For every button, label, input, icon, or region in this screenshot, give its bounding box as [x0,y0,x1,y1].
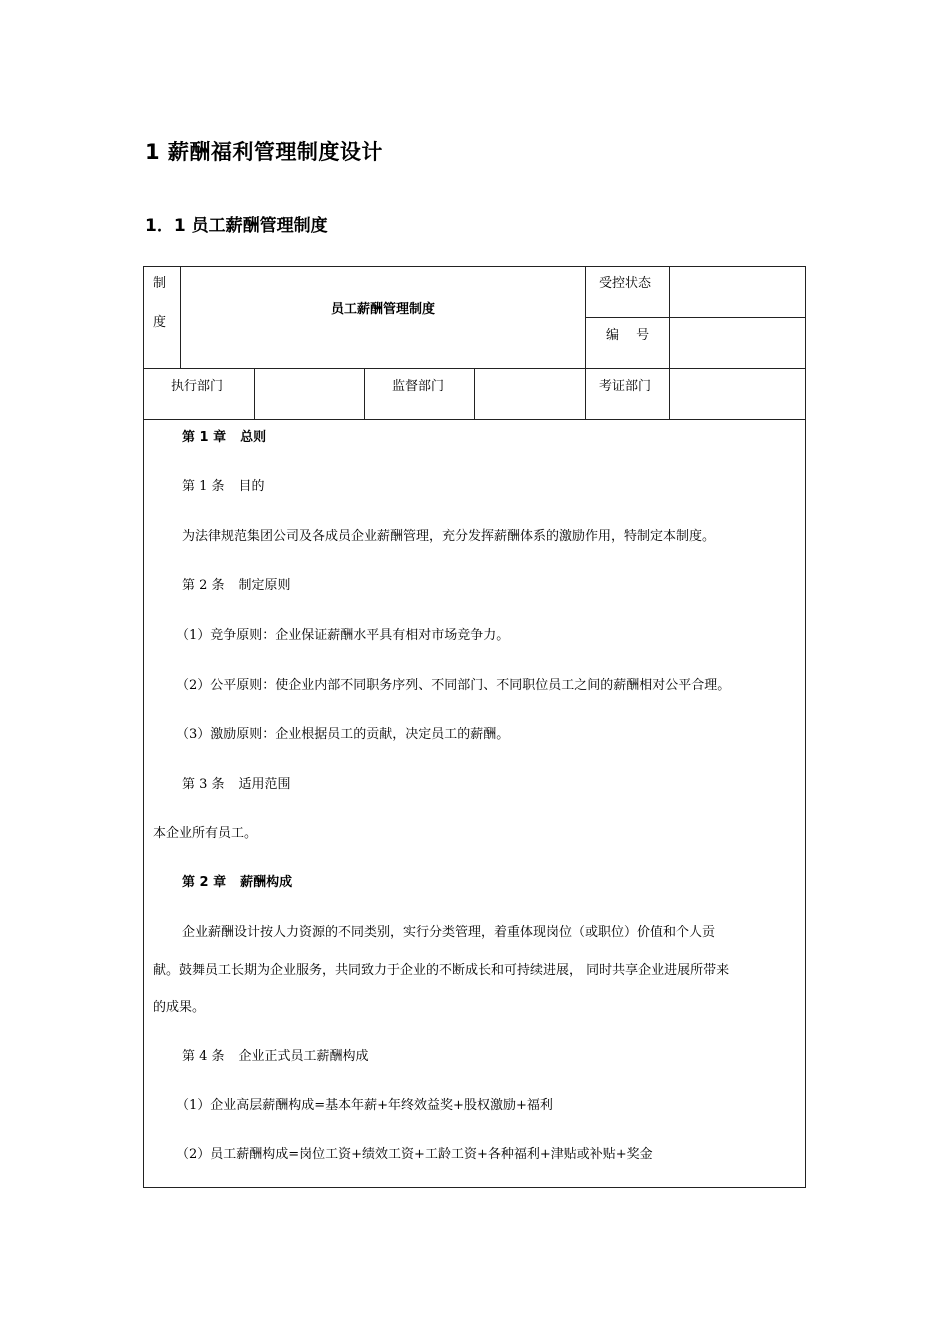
number-label: 编 号 [606,328,650,343]
article-title: 制定原则 [238,578,291,593]
policy-title: 员工薪酬管理制度 [330,302,435,317]
table-rule [585,266,586,419]
article-4-heading [182,1045,369,1064]
subsection-heading: 1．1 员工薪酬管理制度 [145,216,328,236]
supervise-dept-label: 监督部门 [392,379,445,394]
table-rule [474,368,475,419]
article-4-item-2: （2）员工薪酬构成=岗位工资+绩效工资+工龄工资+各种福利+津贴或补贴+奖金 [176,1147,653,1162]
table-rule [180,266,181,368]
article-3-text: 本企业所有员工。 [153,826,258,841]
table-rule [254,368,255,419]
article-2-heading [182,574,291,593]
chapter-number: 第 2 章 [182,875,227,890]
article-title: 企业正式员工薪酬构成 [238,1049,369,1064]
article-number: 第 1 条 [182,479,225,494]
table-rule [364,368,365,419]
table-rule [669,266,670,419]
article-1-heading [182,475,265,494]
article-1-text: 为法律规范集团公司及各成员企业薪酬管理，充分发挥薪酬体系的激励作用，特制定本制度。 [182,529,716,544]
chapter-title: 薪酬构成 [240,875,293,890]
controlled-status-label: 受控状态 [599,276,652,291]
exec-dept-label: 执行部门 [171,379,224,394]
article-2-item-2: （2）公平原则：使企业内部不同职务序列、不同部门、不同职位员工之间的薪酬相对公平合理。 [176,678,731,693]
chapter-number: 第 1 章 [182,430,227,445]
article-3-heading [182,773,291,792]
chapter-2-heading [182,871,292,890]
table-rule [585,317,806,318]
article-2-item-1: （1）竞争原则：企业保证薪酬水平具有相对市场竞争力。 [176,628,510,643]
verify-dept-label: 考证部门 [599,379,652,394]
article-number: 第 2 条 [182,578,225,593]
section-heading: 1 薪酬福利管理制度设计 [145,140,383,164]
table-rule [143,419,806,420]
chapter-2-paragraph-line-2: 献。鼓舞员工长期为企业服务，共同致力于企业的不断成长和可持续进展， 同时共享企业进展所带来 [153,963,730,978]
chapter-2-paragraph-line-1: 企业薪酬设计按人力资源的不同类别，实行分类管理，着重体现岗位（或职位）价值和个人贡 [182,925,716,940]
article-title: 适用范围 [238,777,291,792]
article-number: 第 3 条 [182,777,225,792]
chapter-title: 总则 [240,430,267,445]
label-zhi: 制 [153,276,167,291]
chapter-2-paragraph-line-3: 的成果。 [153,1000,206,1015]
chapter-1-heading [182,426,266,445]
article-4-item-1: （1）企业高层薪酬构成=基本年薪+年终效益奖+股权激励+福利 [176,1098,553,1113]
article-2-item-3: （3）激励原则：企业根据员工的贡献，决定员工的薪酬。 [176,727,510,742]
article-title: 目的 [238,479,265,494]
label-du: 度 [153,315,167,330]
article-number: 第 4 条 [182,1049,225,1064]
